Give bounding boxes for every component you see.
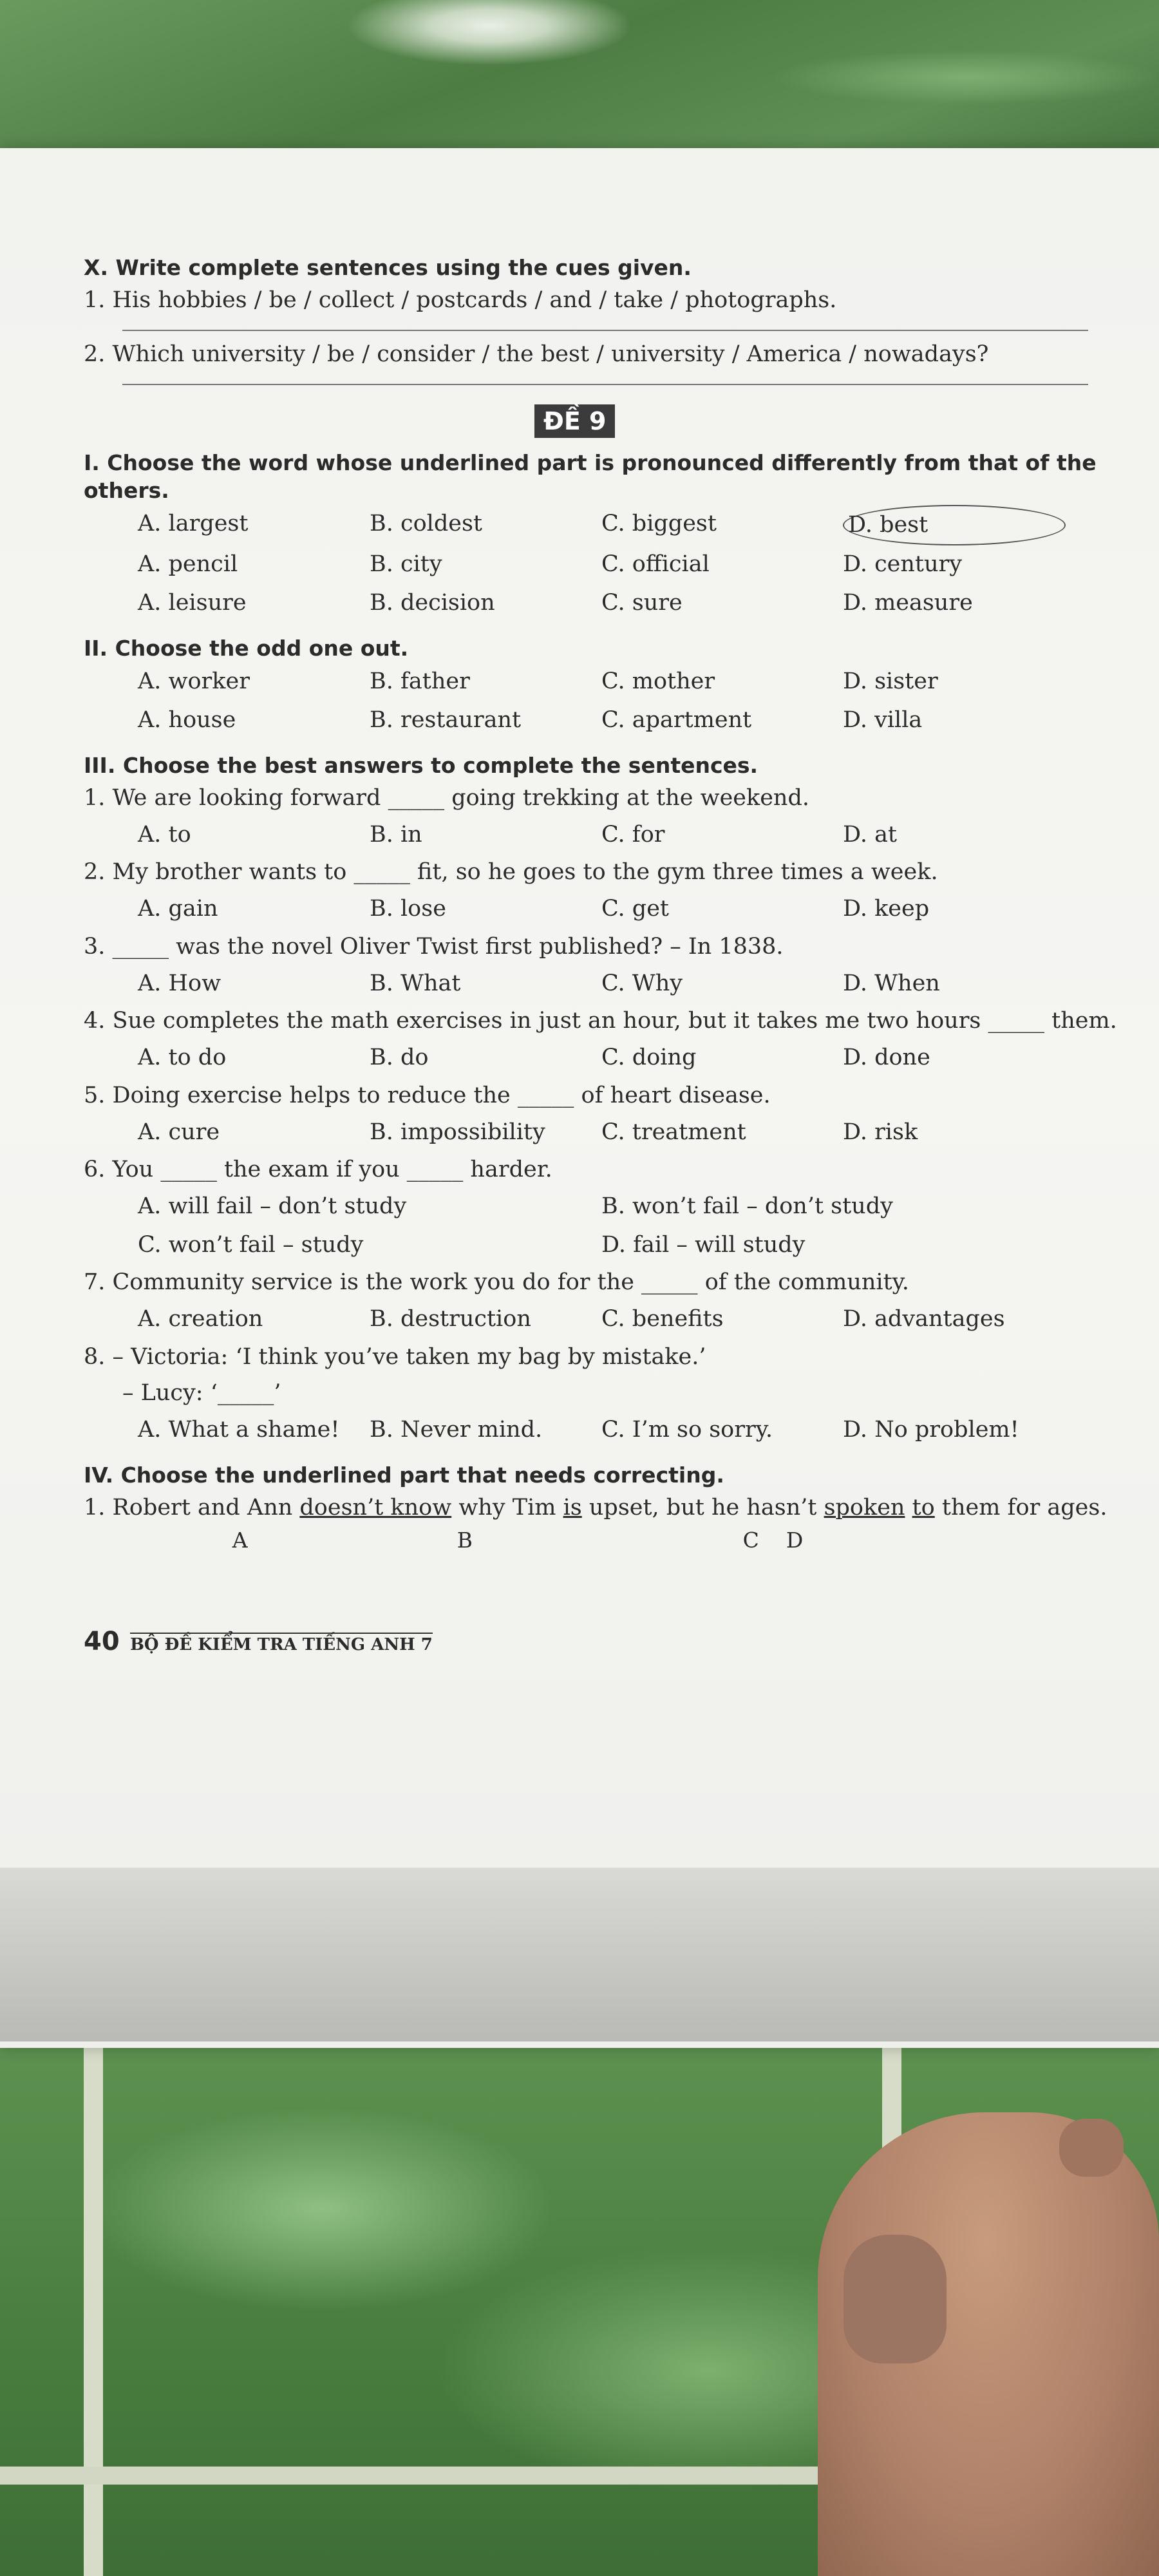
section-1-heading: I. Choose the word whose underlined part is pronounced differently from that of the others.: [84, 450, 1097, 503]
toenail: [1059, 2119, 1124, 2177]
option-d: D. fail – will study: [601, 1231, 806, 1258]
question-row: [84, 545, 1114, 584]
question-row: [84, 584, 1114, 623]
option-b: B. in: [370, 821, 422, 848]
option-b: B. lose: [370, 896, 446, 922]
answer-line: [122, 318, 1088, 331]
option-a: A. How: [138, 970, 221, 996]
question-text: 8. – Victoria: ‘I think you’ve taken my bag by mistake.’: [84, 1343, 706, 1370]
option-d: D. done: [843, 1045, 930, 1071]
question-row: [84, 505, 1114, 546]
option-b: B. What: [370, 970, 461, 996]
text-segment: 1. Robert and Ann: [84, 1495, 300, 1521]
option-b: B. do: [370, 1045, 429, 1071]
option-c: C. benefits: [601, 1306, 724, 1332]
answer-options: [84, 816, 1114, 855]
question-text: 7. Community service is the work you do for the _____ of the community.: [84, 1269, 909, 1296]
question-row: [84, 663, 1114, 701]
question-text: – Lucy: ‘_____’: [122, 1379, 281, 1406]
section-x-heading: X. Write complete sentences using the cues given.: [84, 255, 692, 280]
option-c: C. official: [601, 551, 710, 578]
option-a: A. to do: [138, 1045, 227, 1071]
option-d: D. sister: [843, 668, 938, 695]
section-2-heading: II. Choose the odd one out.: [84, 636, 409, 661]
answer-options: [84, 1411, 1114, 1450]
sentence-cue: 1. His hobbies / be / collect / postcards / and / take / photographs.: [84, 287, 837, 313]
answer-options: [84, 965, 1114, 1003]
option-c: C. Why: [601, 970, 683, 996]
underlined-part-d: to: [912, 1495, 935, 1521]
tile-grout: [84, 2048, 103, 2576]
option-d: D. risk: [843, 1119, 918, 1145]
option-a: A. leisure: [138, 589, 247, 616]
option-c: C. get: [601, 896, 669, 922]
option-a: A. house: [138, 706, 236, 733]
question-text: 1. We are looking forward _____ going trekking at the weekend.: [84, 784, 810, 811]
part-labels: A B C D: [84, 1528, 804, 1553]
option-a: A. gain: [138, 896, 218, 922]
option-c: C. mother: [601, 668, 715, 695]
option-c: C. apartment: [601, 706, 752, 733]
question-text: 2. My brother wants to _____ fit, so he goes to the gym three times a week.: [84, 859, 938, 886]
option-a: A. to: [138, 821, 191, 848]
option-c: C. doing: [601, 1045, 697, 1071]
answer-options: [84, 890, 1114, 929]
underlined-part-a: doesn’t know: [299, 1495, 452, 1521]
text-segment: upset, but he hasn’t: [581, 1495, 824, 1521]
toenail: [843, 2235, 947, 2363]
option-a: A. will fail – don’t study: [138, 1193, 407, 1220]
option-c: C. biggest: [601, 510, 717, 536]
answer-line: [122, 372, 1088, 385]
option-b: B. Never mind.: [370, 1416, 543, 1443]
text-segment: why Tim: [451, 1495, 563, 1521]
worksheet-content: [84, 254, 1117, 1656]
option-b: B. won’t fail – don’t study: [601, 1193, 893, 1220]
page-number: 40: [84, 1626, 120, 1656]
option-b: B. impossibility: [370, 1119, 545, 1145]
option-c: C. for: [601, 821, 665, 848]
option-a: A. pencil: [138, 551, 238, 578]
question-text: 6. You _____ the exam if you _____ harder.: [84, 1157, 552, 1183]
question-text: 3. _____ was the novel Oliver Twist first published? – In 1838.: [84, 933, 784, 960]
option-d: D. No problem!: [843, 1416, 1019, 1443]
page-footer: [84, 1627, 1114, 1656]
exam-number-badge: ĐỀ 9: [534, 404, 615, 438]
option-d: D. century: [843, 551, 963, 578]
section-3-heading: III. Choose the best answers to complete the sentences.: [84, 753, 759, 779]
option-d: D. keep: [843, 896, 930, 922]
question-text: 5. Doing exercise helps to reduce the _____ of heart disease.: [84, 1082, 771, 1108]
question-row: [84, 701, 1114, 740]
text-segment: [905, 1495, 912, 1520]
book-title: BỘ ĐỀ KIỂM TRA TIẾNG ANH 7: [130, 1633, 433, 1654]
option-c: C. treatment: [601, 1119, 746, 1145]
option-c: C. won’t fail – study: [138, 1231, 364, 1258]
answer-options: [84, 1188, 1114, 1226]
option-a: A. creation: [138, 1306, 263, 1332]
sentence-cue: 2. Which university / be / consider / the best / university / America / nowadays?: [84, 341, 989, 367]
question-text: 4. Sue completes the math exercises in just an hour, but it takes me two hours _____ them.: [84, 1008, 1117, 1034]
option-d: D. villa: [843, 706, 923, 733]
section-4-heading: IV. Choose the underlined part that needs correcting.: [84, 1463, 724, 1488]
option-d: D. advantages: [843, 1306, 1005, 1332]
underlined-part-c: spoken: [824, 1495, 905, 1521]
option-b: B. decision: [370, 589, 495, 616]
option-b: B. restaurant: [370, 706, 522, 733]
option-d: D. at: [843, 821, 897, 848]
option-b: B. coldest: [370, 510, 482, 536]
option-a: A. What a shame!: [138, 1416, 340, 1443]
underlined-part-b: is: [563, 1495, 582, 1521]
option-d: D. best: [843, 505, 1066, 546]
option-d: D. measure: [843, 589, 973, 616]
option-b: B. destruction: [370, 1306, 531, 1332]
option-d: D. When: [843, 970, 940, 996]
answer-options: [84, 1113, 1114, 1152]
answer-options: [84, 1226, 1114, 1265]
answer-options: [84, 1300, 1114, 1339]
option-b: B. father: [370, 668, 470, 695]
page-fold-shadow: [0, 1868, 1159, 2041]
option-b: B. city: [370, 551, 442, 578]
option-c: C. I’m so sorry.: [601, 1416, 773, 1443]
answer-options: [84, 1039, 1114, 1077]
option-a: A. largest: [138, 510, 249, 536]
option-a: A. worker: [138, 668, 250, 695]
question-text: [84, 1490, 1114, 1526]
text-segment: them for ages.: [934, 1495, 1107, 1521]
option-c: C. sure: [601, 589, 683, 616]
option-a: A. cure: [138, 1119, 220, 1145]
